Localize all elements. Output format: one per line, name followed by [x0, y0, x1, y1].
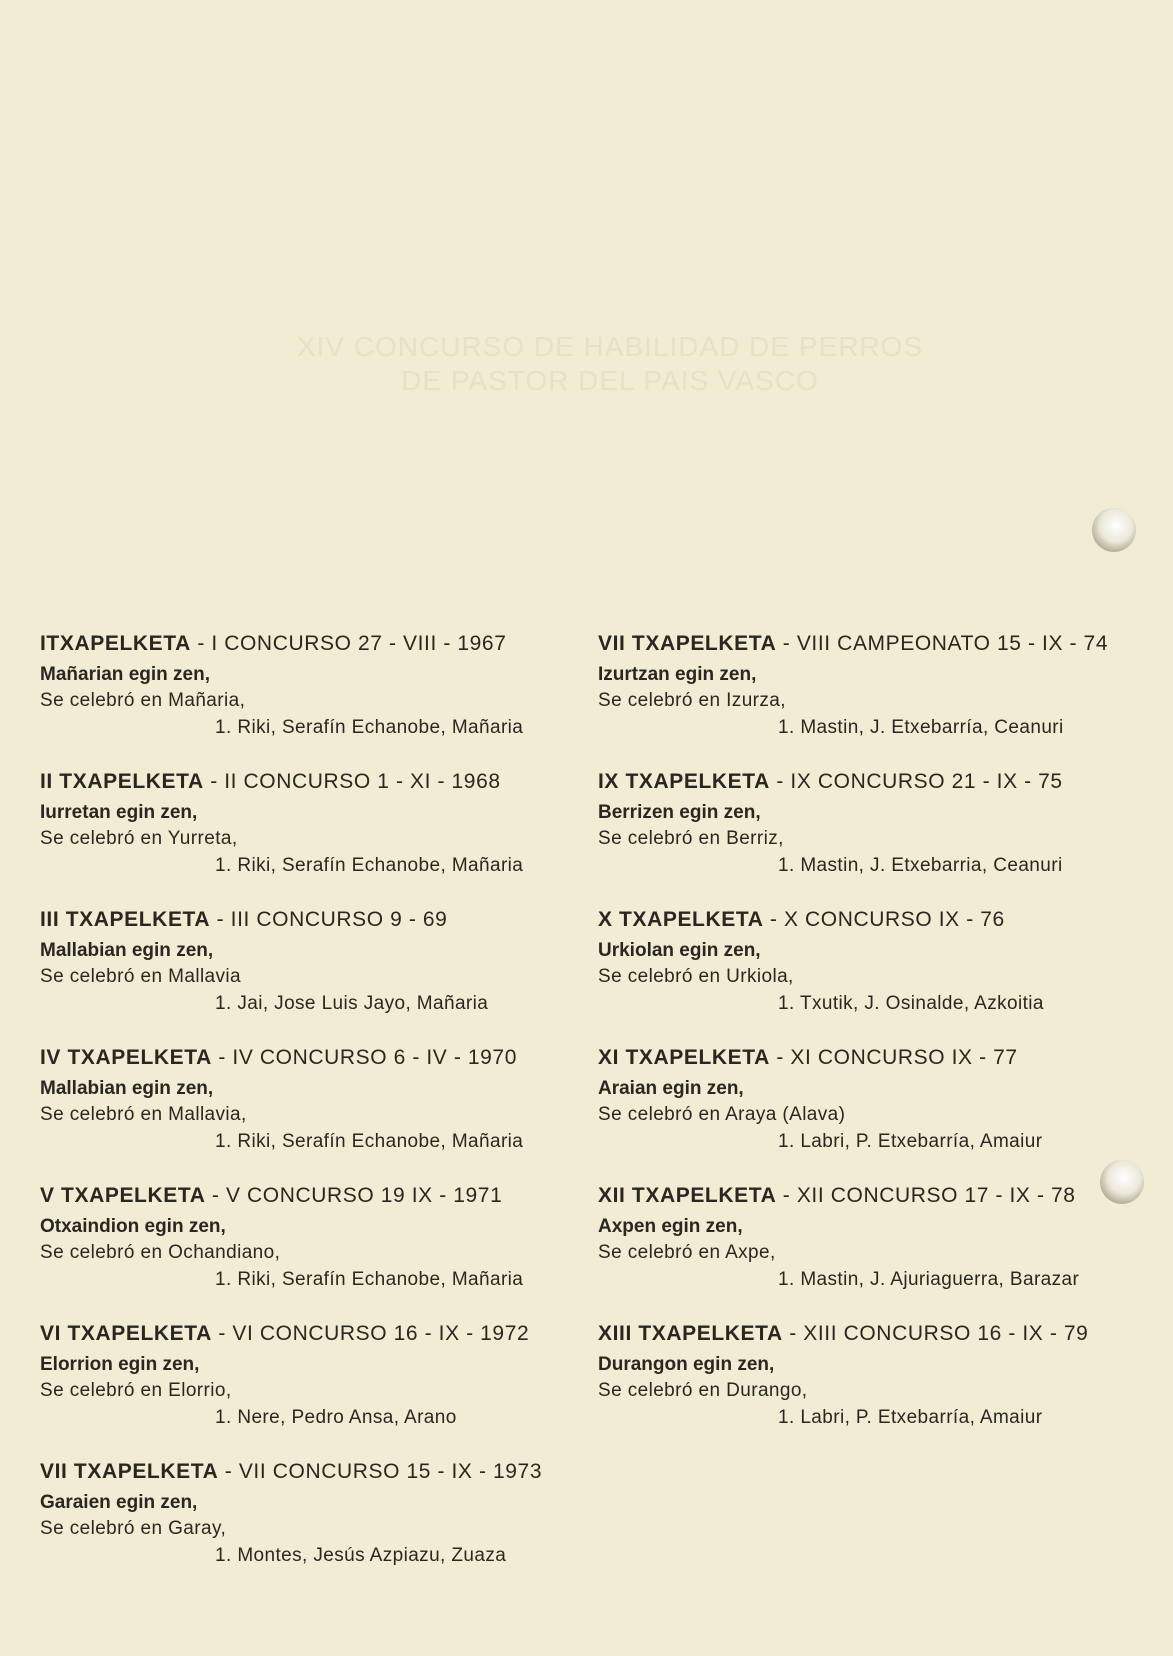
winner: 1. Labri, P. Etxebarría, Amaiur — [778, 1131, 1043, 1152]
location-basque: Urkiolan egin zen, — [598, 940, 761, 961]
location-spanish: Se celebró en Axpe, — [598, 1242, 776, 1263]
contest-heading: IV TXAPELKETA - IV CONCURSO 6 - IV - 1970 — [40, 1046, 517, 1069]
contest-date: III CONCURSO 9 - 69 — [230, 908, 448, 931]
contest-title: XIII TXAPELKETA — [598, 1322, 783, 1345]
contest-date: X CONCURSO IX - 76 — [783, 908, 1005, 931]
contest-heading: XI TXAPELKETA - XI CONCURSO IX - 77 — [598, 1046, 1018, 1069]
contest-title: VI TXAPELKETA — [40, 1322, 212, 1345]
location-basque: Elorrion egin zen, — [40, 1354, 200, 1375]
contest-date: II CONCURSO 1 - XI - 1968 — [224, 770, 501, 793]
winner: 1. Mastin, J. Ajuriaguerra, Barazar — [778, 1269, 1080, 1290]
punch-hole-icon — [1092, 508, 1136, 552]
contest-heading: II TXAPELKETA - II CONCURSO 1 - XI - 1968 — [40, 770, 501, 793]
contest-title: ITXAPELKETA — [40, 632, 191, 655]
location-basque: Mañarian egin zen, — [40, 664, 210, 685]
contest-heading: VII TXAPELKETA - VII CONCURSO 15 - IX - 1973 — [40, 1460, 543, 1483]
contest-date: VII CONCURSO 15 - IX - 1973 — [238, 1460, 543, 1483]
contest-date: IX CONCURSO 21 - IX - 75 — [790, 770, 1063, 793]
left-column — [40, 630, 580, 1596]
winner: 1. Riki, Serafín Echanobe, Mañaria — [215, 855, 524, 876]
contest-date: I CONCURSO 27 - VIII - 1967 — [211, 632, 507, 655]
location-spanish: Se celebró en Elorrio, — [40, 1380, 232, 1401]
show-through-text — [260, 330, 960, 398]
contest-heading: V TXAPELKETA - V CONCURSO 19 IX - 1971 — [40, 1184, 503, 1207]
show-through-line-1: XIV CONCURSO DE HABILIDAD DE PERROS — [296, 331, 924, 362]
contest-entry — [40, 1458, 580, 1596]
contest-heading: VII TXAPELKETA - VIII CAMPEONATO 15 - IX - 74 — [598, 632, 1109, 655]
contest-title: X TXAPELKETA — [598, 908, 764, 931]
location-basque: Otxaindion egin zen, — [40, 1216, 226, 1237]
show-through-line-2: DE PASTOR DEL PAIS VASCO — [401, 365, 819, 396]
contest-title: IV TXAPELKETA — [40, 1046, 212, 1069]
contest-heading: III TXAPELKETA - III CONCURSO 9 - 69 — [40, 908, 448, 931]
contest-date: XI CONCURSO IX - 77 — [790, 1046, 1018, 1069]
contest-date: V CONCURSO 19 IX - 1971 — [225, 1184, 503, 1207]
contest-entry — [40, 1320, 580, 1458]
location-spanish: Se celebró en Mallavia — [40, 966, 242, 987]
winner: 1. Jai, Jose Luis Jayo, Mañaria — [215, 993, 489, 1014]
location-spanish: Se celebró en Berriz, — [598, 828, 784, 849]
winner: 1. Mastin, J. Etxebarria, Ceanuri — [778, 855, 1063, 876]
location-spanish: Se celebró en Yurreta, — [40, 828, 238, 849]
contest-entry — [40, 630, 580, 768]
contest-heading: ITXAPELKETA - I CONCURSO 27 - VIII - 1967 — [40, 632, 507, 655]
winner: 1. Mastin, J. Etxebarría, Ceanuri — [778, 717, 1064, 738]
location-spanish: Se celebró en Garay, — [40, 1518, 227, 1539]
contest-entry — [598, 630, 1158, 768]
contest-title: VII TXAPELKETA — [40, 1460, 219, 1483]
winner: 1. Montes, Jesús Azpiazu, Zuaza — [215, 1545, 507, 1566]
contest-title: IX TXAPELKETA — [598, 770, 770, 793]
location-basque: Mallabian egin zen, — [40, 1078, 214, 1099]
contest-entry — [40, 1044, 580, 1182]
location-basque: Mallabian egin zen, — [40, 940, 214, 961]
location-basque: Durangon egin zen, — [598, 1354, 775, 1375]
winner: 1. Nere, Pedro Ansa, Arano — [215, 1407, 457, 1428]
contest-date: XII CONCURSO 17 - IX - 78 — [796, 1184, 1076, 1207]
contest-title: XII TXAPELKETA — [598, 1184, 777, 1207]
contest-entry — [40, 768, 580, 906]
contest-entry — [598, 1320, 1158, 1458]
location-spanish: Se celebró en Mallavia, — [40, 1104, 247, 1125]
contest-heading: X TXAPELKETA - X CONCURSO IX - 76 — [598, 908, 1005, 931]
contest-date: VI CONCURSO 16 - IX - 1972 — [232, 1322, 530, 1345]
winner: 1. Labri, P. Etxebarría, Amaiur — [778, 1407, 1043, 1428]
contest-date: XIII CONCURSO 16 - IX - 79 — [803, 1322, 1089, 1345]
contest-title: V TXAPELKETA — [40, 1184, 206, 1207]
location-spanish: Se celebró en Mañaria, — [40, 690, 246, 711]
location-spanish: Se celebró en Durango, — [598, 1380, 808, 1401]
contest-heading: XII TXAPELKETA - XII CONCURSO 17 - IX - 78 — [598, 1184, 1076, 1207]
location-spanish: Se celebró en Araya (Alava) — [598, 1104, 846, 1125]
location-spanish: Se celebró en Urkiola, — [598, 966, 794, 987]
contest-entry — [40, 1182, 580, 1320]
location-spanish: Se celebró en Ochandiano, — [40, 1242, 281, 1263]
contest-entry — [598, 1182, 1158, 1320]
contest-entry — [598, 768, 1158, 906]
location-basque: Iurretan egin zen, — [40, 802, 198, 823]
contest-date: IV CONCURSO 6 - IV - 1970 — [232, 1046, 517, 1069]
location-basque: Garaien egin zen, — [40, 1492, 198, 1513]
contest-title: II TXAPELKETA — [40, 770, 204, 793]
winner: 1. Riki, Serafín Echanobe, Mañaria — [215, 1269, 524, 1290]
location-basque: Izurtzan egin zen, — [598, 664, 757, 685]
contest-heading: IX TXAPELKETA - IX CONCURSO 21 - IX - 75 — [598, 770, 1063, 793]
winner: 1. Riki, Serafín Echanobe, Mañaria — [215, 717, 524, 738]
location-basque: Araian egin zen, — [598, 1078, 744, 1099]
contest-title: XI TXAPELKETA — [598, 1046, 770, 1069]
contest-heading: VI TXAPELKETA - VI CONCURSO 16 - IX - 1972 — [40, 1322, 530, 1345]
right-column — [598, 630, 1158, 1458]
contest-entry — [598, 1044, 1158, 1182]
winner: 1. Riki, Serafín Echanobe, Mañaria — [215, 1131, 524, 1152]
contest-title: VII TXAPELKETA — [598, 632, 777, 655]
contest-title: III TXAPELKETA — [40, 908, 211, 931]
contest-entry — [598, 906, 1158, 1044]
contest-date: VIII CAMPEONATO 15 - IX - 74 — [796, 632, 1109, 655]
winner: 1. Txutik, J. Osinalde, Azkoitia — [778, 993, 1044, 1014]
location-basque: Axpen egin zen, — [598, 1216, 743, 1237]
contest-entry — [40, 906, 580, 1044]
location-basque: Berrizen egin zen, — [598, 802, 761, 823]
location-spanish: Se celebró en Izurza, — [598, 690, 786, 711]
contest-heading: XIII TXAPELKETA - XIII CONCURSO 16 - IX - 79 — [598, 1322, 1089, 1345]
